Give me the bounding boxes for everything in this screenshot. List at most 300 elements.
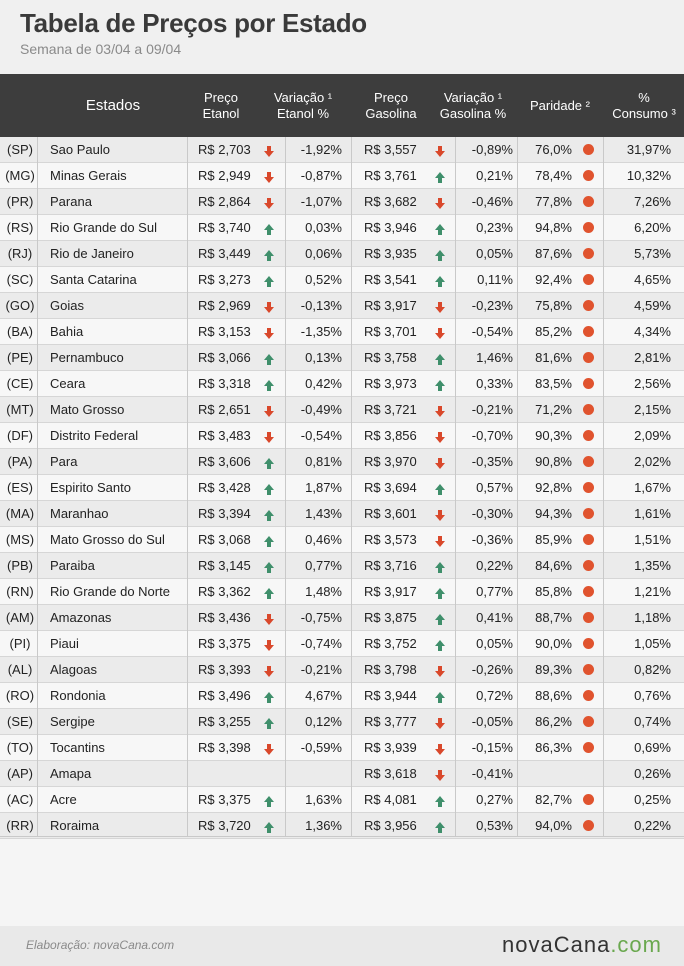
gasoline-variation: -0,05% xyxy=(471,714,513,729)
consumption-share: 7,26% xyxy=(634,194,671,209)
gasoline-variation: 0,57% xyxy=(476,480,513,495)
gasoline-variation: -0,30% xyxy=(471,506,513,521)
state-code: (SE) xyxy=(7,714,33,729)
arrow-down-icon xyxy=(435,197,445,208)
state-code: (ES) xyxy=(7,480,33,495)
ethanol-variation: 1,36% xyxy=(305,818,342,833)
parity-indicator-dot xyxy=(583,716,594,727)
parity-value: 90,0% xyxy=(535,636,572,651)
gasoline-price: R$ 3,777 xyxy=(364,714,417,729)
table-row xyxy=(0,553,684,579)
parity-value: 81,6% xyxy=(535,350,572,365)
state-name: Sao Paulo xyxy=(50,142,110,157)
ethanol-variation: 1,48% xyxy=(305,584,342,599)
state-name: Parana xyxy=(50,194,92,209)
state-code: (PA) xyxy=(7,454,33,469)
ethanol-variation: -0,13% xyxy=(300,298,342,313)
arrow-up-icon xyxy=(264,379,274,390)
consumption-share: 6,20% xyxy=(634,220,671,235)
column-divider xyxy=(351,137,352,836)
parity-value: 92,8% xyxy=(535,480,572,495)
parity-value: 77,8% xyxy=(535,194,572,209)
table-bottom-border xyxy=(0,836,684,837)
state-name: Amazonas xyxy=(50,610,112,625)
parity-indicator-dot xyxy=(583,508,594,519)
arrow-down-icon xyxy=(264,743,274,754)
arrow-up-icon xyxy=(264,483,274,494)
table-row xyxy=(0,267,684,293)
gasoline-variation: 0,23% xyxy=(476,220,513,235)
arrow-up-icon xyxy=(435,223,445,234)
arrow-down-icon xyxy=(435,769,445,780)
column-divider xyxy=(603,137,604,836)
gasoline-variation: -0,26% xyxy=(471,662,513,677)
consumption-share: 0,25% xyxy=(634,792,671,807)
parity-indicator-dot xyxy=(583,248,594,259)
ethanol-price: R$ 3,428 xyxy=(198,480,251,495)
state-name: Pernambuco xyxy=(50,350,124,365)
state-name: Amapa xyxy=(50,766,92,781)
parity-indicator-dot xyxy=(583,560,594,571)
state-name: Ceara xyxy=(50,376,86,391)
col-header-preco-gasolina: Preço Gasolina xyxy=(365,89,417,121)
gasoline-variation: -0,21% xyxy=(471,402,513,417)
arrow-up-icon xyxy=(264,249,274,260)
state-code: (MA) xyxy=(5,506,35,521)
table-row xyxy=(0,735,684,761)
arrow-down-icon xyxy=(264,145,274,156)
ethanol-price: R$ 3,398 xyxy=(198,740,251,755)
ethanol-variation: 1,87% xyxy=(305,480,342,495)
state-name: Rio Grande do Sul xyxy=(50,220,157,235)
arrow-up-icon xyxy=(264,717,274,728)
ethanol-price: R$ 3,375 xyxy=(198,636,251,651)
ethanol-price: R$ 3,496 xyxy=(198,688,251,703)
parity-indicator-dot xyxy=(583,794,594,805)
gasoline-price: R$ 3,761 xyxy=(364,168,417,183)
state-code: (MG) xyxy=(5,168,35,183)
consumption-share: 0,26% xyxy=(634,766,671,781)
arrow-down-icon xyxy=(264,665,274,676)
ethanol-price: R$ 2,969 xyxy=(198,298,251,313)
arrow-down-icon xyxy=(435,301,445,312)
arrow-up-icon xyxy=(435,379,445,390)
gasoline-price: R$ 3,701 xyxy=(364,324,417,339)
gasoline-variation: -0,35% xyxy=(471,454,513,469)
col-header-estados: Estados xyxy=(85,96,141,114)
state-code: (PR) xyxy=(6,194,34,209)
consumption-share: 1,05% xyxy=(634,636,671,651)
arrow-down-icon xyxy=(264,431,274,442)
arrow-up-icon xyxy=(435,561,445,572)
state-code: (MS) xyxy=(5,532,35,547)
gasoline-variation: -0,15% xyxy=(471,740,513,755)
gasoline-price: R$ 3,946 xyxy=(364,220,417,235)
state-code: (CE) xyxy=(6,376,34,391)
arrow-up-icon xyxy=(435,691,445,702)
state-code: (DF) xyxy=(7,428,33,443)
ethanol-variation: -1,07% xyxy=(300,194,342,209)
ethanol-variation: 0,13% xyxy=(305,350,342,365)
arrow-up-icon xyxy=(435,483,445,494)
parity-value: 90,3% xyxy=(535,428,572,443)
table-body xyxy=(0,137,684,839)
ethanol-price: R$ 3,449 xyxy=(198,246,251,261)
state-name: Roraima xyxy=(50,818,100,833)
arrow-down-icon xyxy=(435,665,445,676)
ethanol-variation: -0,59% xyxy=(300,740,342,755)
ethanol-price: R$ 3,273 xyxy=(198,272,251,287)
ethanol-price: R$ 3,394 xyxy=(198,506,251,521)
parity-value: 86,3% xyxy=(535,740,572,755)
arrow-up-icon xyxy=(264,795,274,806)
consumption-share: 0,69% xyxy=(634,740,671,755)
state-code: (TO) xyxy=(6,740,34,755)
ethanol-price: R$ 3,362 xyxy=(198,584,251,599)
col-header-consumo: % Consumo ³ xyxy=(612,89,676,121)
table-row xyxy=(0,137,684,163)
parity-indicator-dot xyxy=(583,690,594,701)
arrow-up-icon xyxy=(435,613,445,624)
table-row xyxy=(0,189,684,215)
ethanol-price: R$ 3,255 xyxy=(198,714,251,729)
table-row xyxy=(0,605,684,631)
gasoline-price: R$ 3,716 xyxy=(364,558,417,573)
ethanol-variation: -0,87% xyxy=(300,168,342,183)
table-row xyxy=(0,527,684,553)
table-row xyxy=(0,761,684,787)
state-code: (RN) xyxy=(6,584,34,599)
ethanol-price: R$ 3,606 xyxy=(198,454,251,469)
gasoline-price: R$ 3,618 xyxy=(364,766,417,781)
parity-value: 88,7% xyxy=(535,610,572,625)
ethanol-price: R$ 3,393 xyxy=(198,662,251,677)
gasoline-variation: 0,77% xyxy=(476,584,513,599)
ethanol-variation: 0,42% xyxy=(305,376,342,391)
state-name: Mato Grosso do Sul xyxy=(50,532,165,547)
parity-value: 71,2% xyxy=(535,402,572,417)
credit-text: Elaboração: novaCana.com xyxy=(26,938,175,952)
ethanol-price: R$ 3,066 xyxy=(198,350,251,365)
col-header-paridade: Paridade ² xyxy=(530,97,590,113)
state-code: (AC) xyxy=(6,792,34,807)
ethanol-variation: 0,46% xyxy=(305,532,342,547)
column-divider xyxy=(455,137,456,836)
gasoline-price: R$ 3,758 xyxy=(364,350,417,365)
parity-indicator-dot xyxy=(583,638,594,649)
arrow-up-icon xyxy=(435,353,445,364)
page-subtitle: Semana de 03/04 a 09/04 xyxy=(20,41,182,57)
arrow-down-icon xyxy=(264,197,274,208)
parity-indicator-dot xyxy=(583,144,594,155)
consumption-share: 4,65% xyxy=(634,272,671,287)
consumption-share: 0,74% xyxy=(634,714,671,729)
ethanol-variation: 0,81% xyxy=(305,454,342,469)
ethanol-price: R$ 3,153 xyxy=(198,324,251,339)
state-code: (AM) xyxy=(5,610,35,625)
state-name: Espirito Santo xyxy=(50,480,131,495)
parity-value: 90,8% xyxy=(535,454,572,469)
ethanol-variation: 0,03% xyxy=(305,220,342,235)
state-code: (RS) xyxy=(6,220,34,235)
column-divider xyxy=(285,137,286,836)
state-code: (RR) xyxy=(6,818,34,833)
state-code: (PE) xyxy=(7,350,33,365)
arrow-up-icon xyxy=(435,275,445,286)
gasoline-price: R$ 3,694 xyxy=(364,480,417,495)
ethanol-variation: 0,12% xyxy=(305,714,342,729)
consumption-share: 0,22% xyxy=(634,818,671,833)
gasoline-variation: -0,41% xyxy=(471,766,513,781)
parity-value: 94,3% xyxy=(535,506,572,521)
gasoline-variation: -0,70% xyxy=(471,428,513,443)
arrow-up-icon xyxy=(264,223,274,234)
ethanol-price: R$ 3,068 xyxy=(198,532,251,547)
ethanol-price: R$ 3,145 xyxy=(198,558,251,573)
gasoline-price: R$ 3,970 xyxy=(364,454,417,469)
arrow-down-icon xyxy=(435,535,445,546)
table-row xyxy=(0,657,684,683)
table-row xyxy=(0,163,684,189)
ethanol-variation: -1,92% xyxy=(300,142,342,157)
gasoline-price: R$ 3,573 xyxy=(364,532,417,547)
parity-value: 94,8% xyxy=(535,220,572,235)
arrow-down-icon xyxy=(264,405,274,416)
parity-indicator-dot xyxy=(583,586,594,597)
arrow-up-icon xyxy=(264,561,274,572)
arrow-down-icon xyxy=(264,171,274,182)
arrow-up-icon xyxy=(435,795,445,806)
parity-indicator-dot xyxy=(583,404,594,415)
consumption-share: 31,97% xyxy=(626,142,671,157)
gasoline-variation: 0,22% xyxy=(476,558,513,573)
gasoline-price: R$ 3,917 xyxy=(364,584,417,599)
ethanol-price: R$ 3,436 xyxy=(198,610,251,625)
parity-value: 89,3% xyxy=(535,662,572,677)
gasoline-price: R$ 3,935 xyxy=(364,246,417,261)
gasoline-variation: 0,05% xyxy=(476,636,513,651)
gasoline-variation: 0,41% xyxy=(476,610,513,625)
arrow-down-icon xyxy=(264,301,274,312)
parity-value: 84,6% xyxy=(535,558,572,573)
arrow-down-icon xyxy=(435,431,445,442)
arrow-up-icon xyxy=(264,535,274,546)
parity-indicator-dot xyxy=(583,612,594,623)
gasoline-price: R$ 3,973 xyxy=(364,376,417,391)
arrow-up-icon xyxy=(264,275,274,286)
col-header-variacao-etanol: Variação ¹ Etanol % xyxy=(273,89,333,121)
arrow-up-icon xyxy=(264,691,274,702)
arrow-down-icon xyxy=(264,327,274,338)
gasoline-variation: -0,46% xyxy=(471,194,513,209)
ethanol-price: R$ 2,864 xyxy=(198,194,251,209)
state-code: (SP) xyxy=(7,142,33,157)
parity-value: 88,6% xyxy=(535,688,572,703)
gasoline-price: R$ 3,557 xyxy=(364,142,417,157)
parity-value: 78,4% xyxy=(535,168,572,183)
arrow-up-icon xyxy=(435,587,445,598)
state-name: Piaui xyxy=(50,636,79,651)
arrow-down-icon xyxy=(435,145,445,156)
arrow-up-icon xyxy=(435,821,445,832)
consumption-share: 10,32% xyxy=(626,168,671,183)
ethanol-variation: 0,77% xyxy=(305,558,342,573)
consumption-share: 5,73% xyxy=(634,246,671,261)
parity-indicator-dot xyxy=(583,742,594,753)
parity-indicator-dot xyxy=(583,430,594,441)
ethanol-price: R$ 3,318 xyxy=(198,376,251,391)
consumption-share: 2,02% xyxy=(634,454,671,469)
arrow-up-icon xyxy=(264,509,274,520)
parity-indicator-dot xyxy=(583,326,594,337)
state-name: Santa Catarina xyxy=(50,272,137,287)
ethanol-price: R$ 2,703 xyxy=(198,142,251,157)
state-code: (PB) xyxy=(7,558,33,573)
state-name: Goias xyxy=(50,298,84,313)
ethanol-variation: -0,75% xyxy=(300,610,342,625)
parity-value: 92,4% xyxy=(535,272,572,287)
state-name: Paraiba xyxy=(50,558,95,573)
parity-indicator-dot xyxy=(583,482,594,493)
state-name: Maranhao xyxy=(50,506,109,521)
arrow-up-icon xyxy=(435,171,445,182)
ethanol-price: R$ 3,483 xyxy=(198,428,251,443)
state-code: (SC) xyxy=(6,272,34,287)
state-code: (GO) xyxy=(5,298,35,313)
state-code: (RJ) xyxy=(7,246,33,261)
table-row xyxy=(0,501,684,527)
gasoline-variation: -0,36% xyxy=(471,532,513,547)
state-code: (RO) xyxy=(5,688,35,703)
consumption-share: 4,34% xyxy=(634,324,671,339)
gasoline-variation: -0,89% xyxy=(471,142,513,157)
table-row xyxy=(0,631,684,657)
arrow-down-icon xyxy=(435,509,445,520)
ethanol-variation: -0,54% xyxy=(300,428,342,443)
state-code: (AL) xyxy=(7,662,33,677)
parity-value: 85,9% xyxy=(535,532,572,547)
ethanol-variation: -1,35% xyxy=(300,324,342,339)
consumption-share: 1,67% xyxy=(634,480,671,495)
arrow-down-icon xyxy=(435,743,445,754)
arrow-up-icon xyxy=(264,821,274,832)
table-row xyxy=(0,449,684,475)
gasoline-price: R$ 3,939 xyxy=(364,740,417,755)
table-row xyxy=(0,371,684,397)
gasoline-price: R$ 3,541 xyxy=(364,272,417,287)
state-name: Minas Gerais xyxy=(50,168,127,183)
state-name: Tocantins xyxy=(50,740,105,755)
parity-value: 94,0% xyxy=(535,818,572,833)
table-row xyxy=(0,579,684,605)
gasoline-price: R$ 3,875 xyxy=(364,610,417,625)
parity-value: 85,2% xyxy=(535,324,572,339)
gasoline-price: R$ 3,917 xyxy=(364,298,417,313)
state-name: Distrito Federal xyxy=(50,428,139,443)
parity-value: 86,2% xyxy=(535,714,572,729)
ethanol-variation: -0,49% xyxy=(300,402,342,417)
table-row xyxy=(0,397,684,423)
gasoline-price: R$ 3,752 xyxy=(364,636,417,651)
arrow-up-icon xyxy=(435,639,445,650)
parity-value: 75,8% xyxy=(535,298,572,313)
table-row xyxy=(0,241,684,267)
table-row xyxy=(0,293,684,319)
arrow-up-icon xyxy=(264,457,274,468)
state-code: (MT) xyxy=(6,402,34,417)
table-row xyxy=(0,423,684,449)
gasoline-variation: 0,21% xyxy=(476,168,513,183)
parity-indicator-dot xyxy=(583,222,594,233)
consumption-share: 1,51% xyxy=(634,532,671,547)
gasoline-price: R$ 3,798 xyxy=(364,662,417,677)
parity-value: 87,6% xyxy=(535,246,572,261)
arrow-down-icon xyxy=(264,613,274,624)
parity-value: 85,8% xyxy=(535,584,572,599)
parity-indicator-dot xyxy=(583,820,594,831)
parity-indicator-dot xyxy=(583,170,594,181)
arrow-down-icon xyxy=(435,405,445,416)
table-row xyxy=(0,345,684,371)
gasoline-price: R$ 4,081 xyxy=(364,792,417,807)
state-name: Bahia xyxy=(50,324,84,339)
table-header xyxy=(0,74,684,137)
col-header-preco-etanol: Preço Etanol xyxy=(202,89,240,121)
parity-indicator-dot xyxy=(583,534,594,545)
gasoline-variation: -0,23% xyxy=(471,298,513,313)
state-code: (AP) xyxy=(7,766,33,781)
consumption-share: 4,59% xyxy=(634,298,671,313)
state-name: Rondonia xyxy=(50,688,106,703)
column-divider xyxy=(517,137,518,836)
ethanol-variation: 0,52% xyxy=(305,272,342,287)
consumption-share: 2,15% xyxy=(634,402,671,417)
gasoline-variation: 0,72% xyxy=(476,688,513,703)
consumption-share: 0,82% xyxy=(634,662,671,677)
ethanol-price: R$ 3,375 xyxy=(198,792,251,807)
table-row xyxy=(0,709,684,735)
parity-indicator-dot xyxy=(583,664,594,675)
gasoline-variation: 0,33% xyxy=(476,376,513,391)
state-name: Rio de Janeiro xyxy=(50,246,134,261)
footer xyxy=(0,926,684,966)
arrow-down-icon xyxy=(435,717,445,728)
gasoline-price: R$ 3,944 xyxy=(364,688,417,703)
table-row xyxy=(0,683,684,709)
ethanol-variation: 1,43% xyxy=(305,506,342,521)
column-divider xyxy=(37,137,38,836)
table-row xyxy=(0,215,684,241)
table-row xyxy=(0,475,684,501)
gasoline-price: R$ 3,601 xyxy=(364,506,417,521)
header xyxy=(0,0,684,74)
ethanol-variation: 0,06% xyxy=(305,246,342,261)
parity-indicator-dot xyxy=(583,378,594,389)
ethanol-price: R$ 3,720 xyxy=(198,818,251,833)
gasoline-variation: 0,53% xyxy=(476,818,513,833)
parity-indicator-dot xyxy=(583,196,594,207)
consumption-share: 1,35% xyxy=(634,558,671,573)
consumption-share: 1,21% xyxy=(634,584,671,599)
arrow-down-icon xyxy=(435,327,445,338)
table-row xyxy=(0,319,684,345)
gasoline-price: R$ 3,682 xyxy=(364,194,417,209)
state-name: Sergipe xyxy=(50,714,95,729)
arrow-up-icon xyxy=(264,587,274,598)
consumption-share: 0,76% xyxy=(634,688,671,703)
gasoline-variation: 1,46% xyxy=(476,350,513,365)
gasoline-price: R$ 3,721 xyxy=(364,402,417,417)
